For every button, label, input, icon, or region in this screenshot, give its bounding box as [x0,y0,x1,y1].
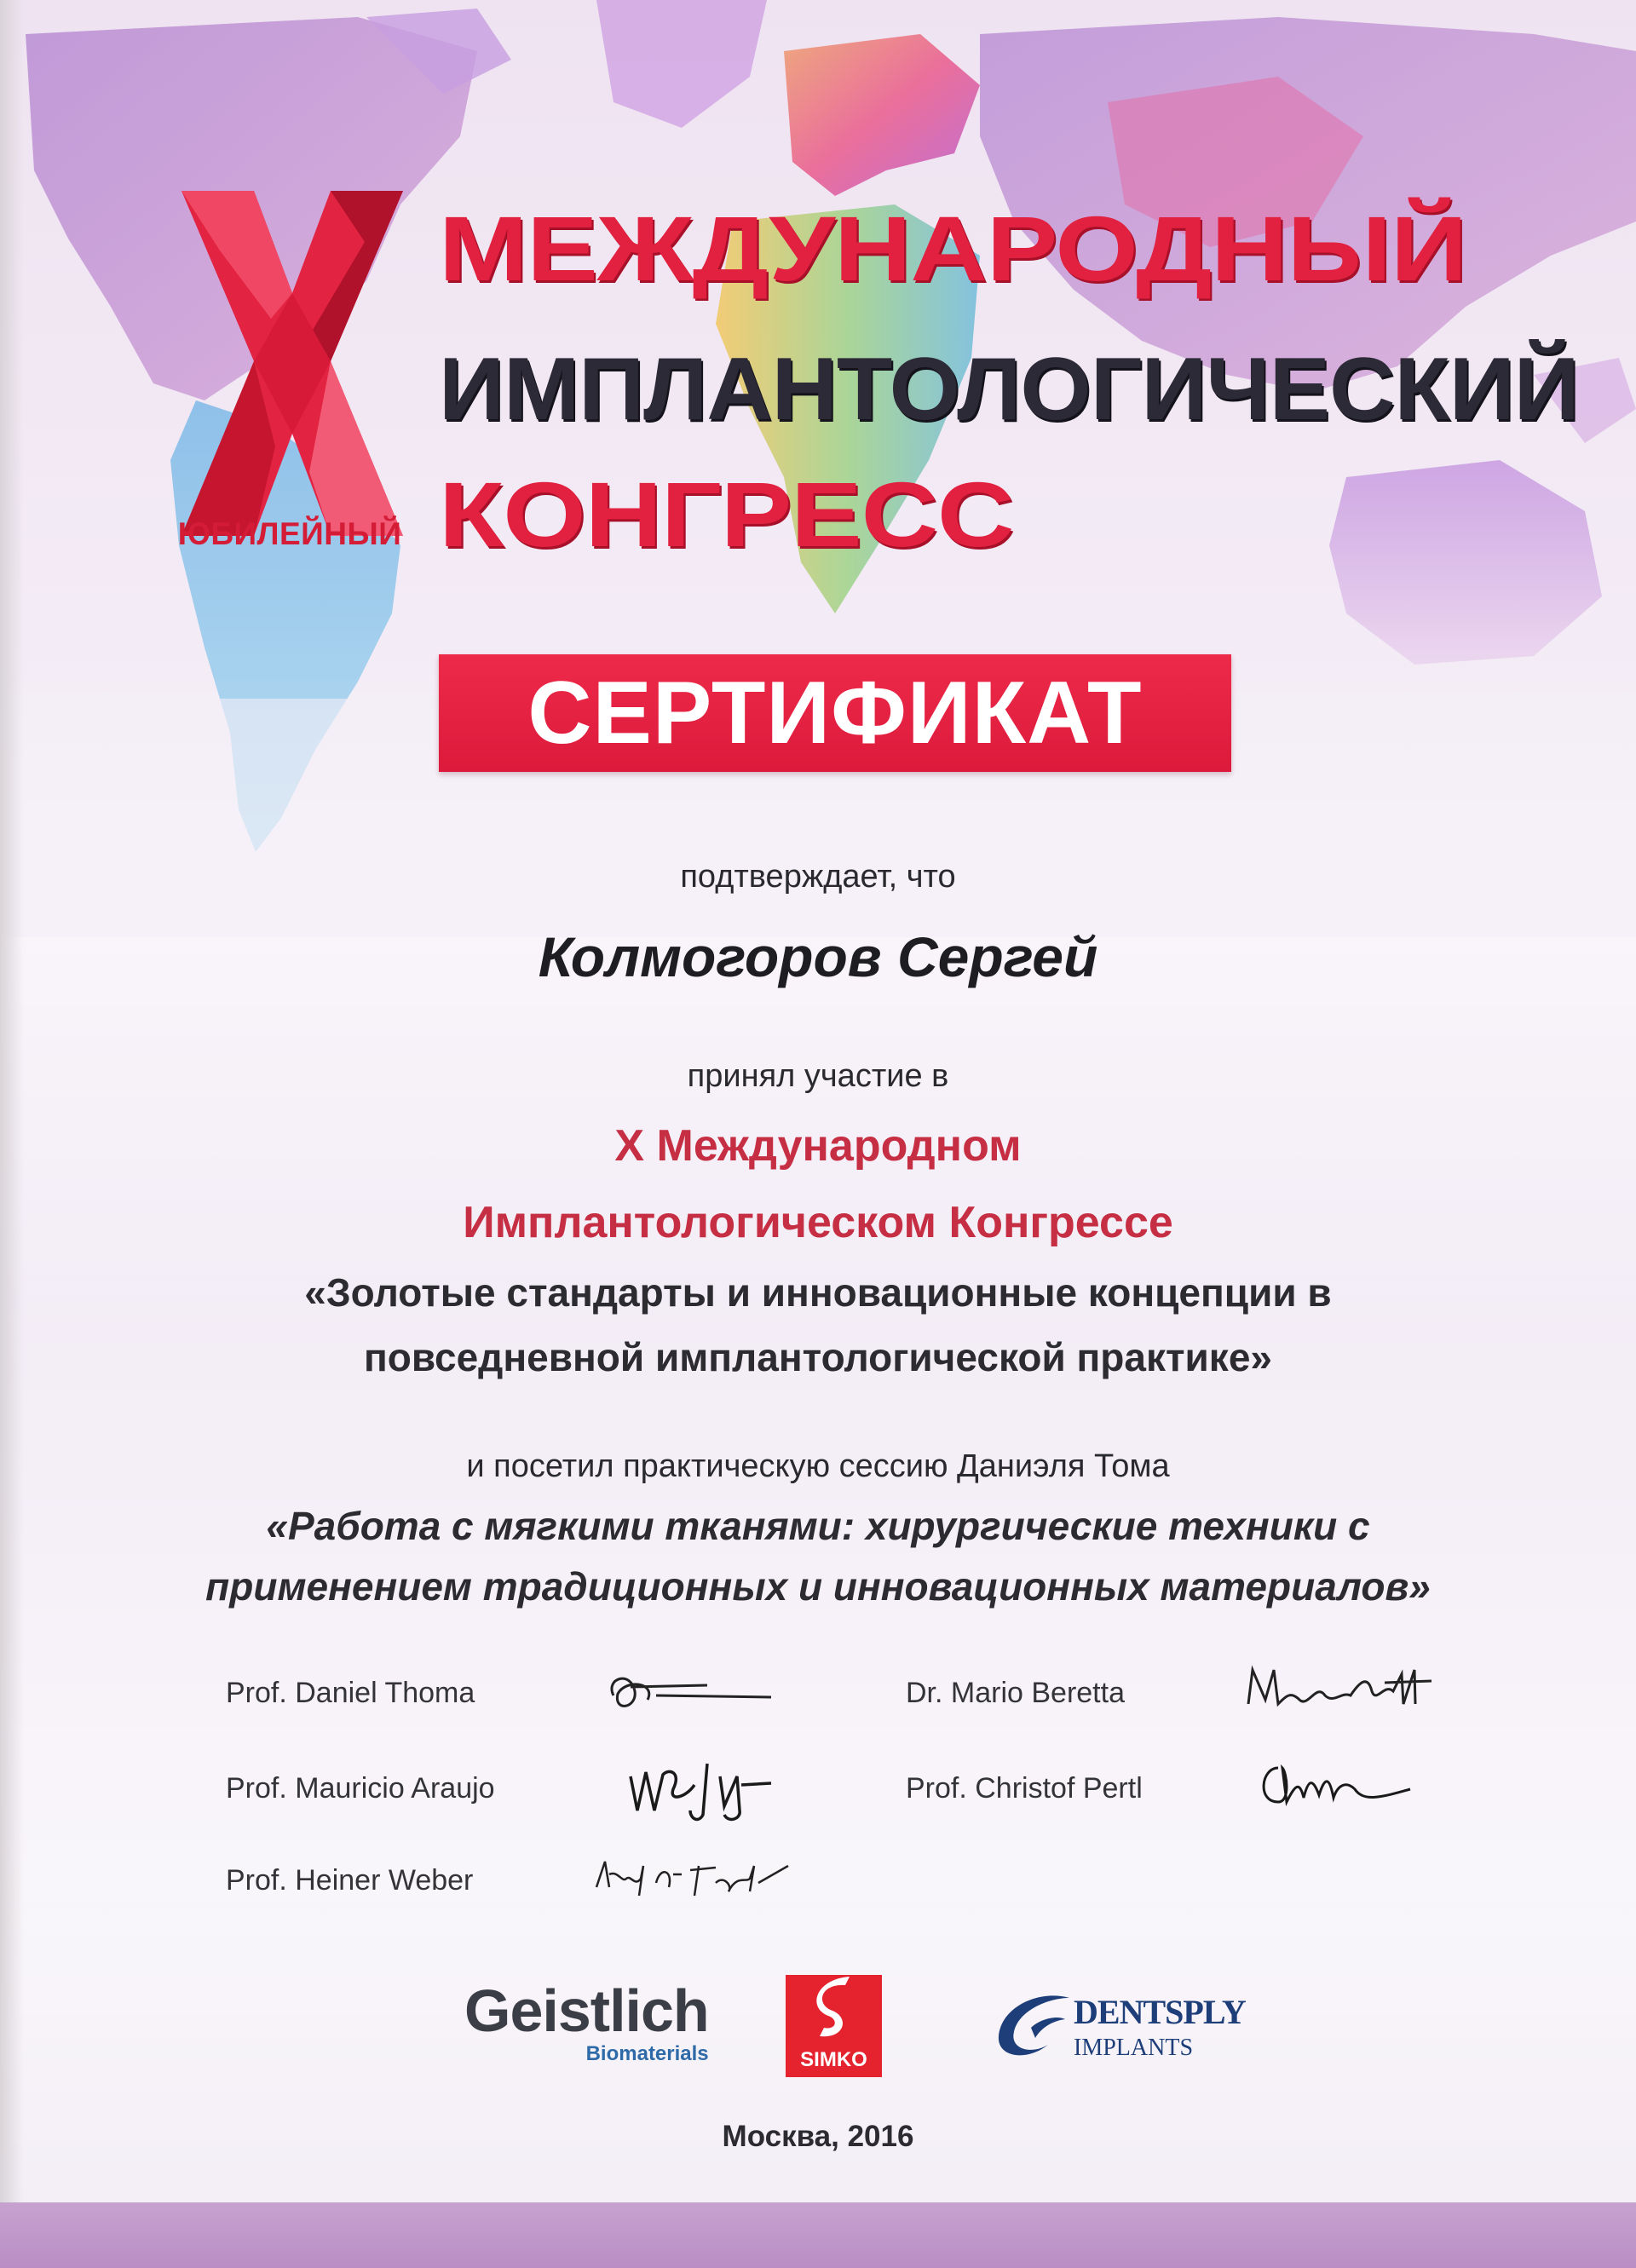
congress-name-line1: X Международном [614,1121,1022,1171]
simko-s-icon [786,1975,882,2052]
bottom-decorative-band [0,2202,1636,2268]
dentsply-wordmark: DENTSPLY [1074,1993,1246,2031]
simko-label: SIMKO [800,2048,867,2071]
geistlich-logo [464,1977,709,2065]
title-line-implantology: ИМПЛАНТОЛОГИЧЕСКИЙ [439,340,1579,439]
title-line-congress: КОНГРЕСС [439,463,1014,566]
signature-pertl [1253,1751,1414,1819]
congress-name-line2: Имплантологическом Конгрессе [463,1198,1173,1247]
session-title-line2: применением традиционных и инновационных материалов» [205,1564,1431,1609]
dentsply-subtitle: IMPLANTS [1074,2035,1194,2061]
certificate-title: СЕРТИФИКАТ [527,664,1143,763]
geistlich-wordmark: Geistlich [464,1977,709,2044]
title-line-international: МЕЖДУНАРОДНЫЙ [439,197,1466,300]
session-intro: и посетил практическую сессию Даниэля Тома [466,1448,1170,1484]
signature-weber [588,1849,792,1908]
signature-thoma [596,1661,784,1730]
signatory-name: Prof. Heiner Weber [226,1864,474,1897]
confirms-text: подтверждает, что [680,859,956,895]
geistlich-subtitle: Biomaterials [585,2042,709,2065]
dentsply-swoosh-icon [988,1985,1082,2070]
roman-numeral-x-emblem [181,191,403,536]
congress-theme-line2: повседневной имплантологической практике» [364,1335,1272,1379]
recipient-name: Колмогоров Сергей [538,925,1098,988]
signatory-name: Prof. Christof Pertl [906,1772,1143,1805]
jubilee-label: ЮБИЛЕЙНЫЙ [177,516,402,551]
signature-beretta [1240,1657,1436,1725]
signature-araujo [622,1751,775,1828]
simko-logo [786,1975,882,2077]
signatory-name: Prof. Daniel Thoma [226,1677,475,1709]
city-year: Москва, 2016 [722,2120,914,2153]
participated-text: принял участие в [687,1058,949,1094]
dentsply-logo [988,1985,1246,2070]
session-title-line1: «Работа с мягкими тканями: хирургические техники с [266,1504,1370,1548]
congress-theme-line1: «Золотые стандарты и инновационные концепции в [304,1270,1332,1315]
signatory-name: Dr. Mario Beretta [906,1677,1125,1709]
signatory-name: Prof. Mauricio Araujo [226,1772,495,1805]
